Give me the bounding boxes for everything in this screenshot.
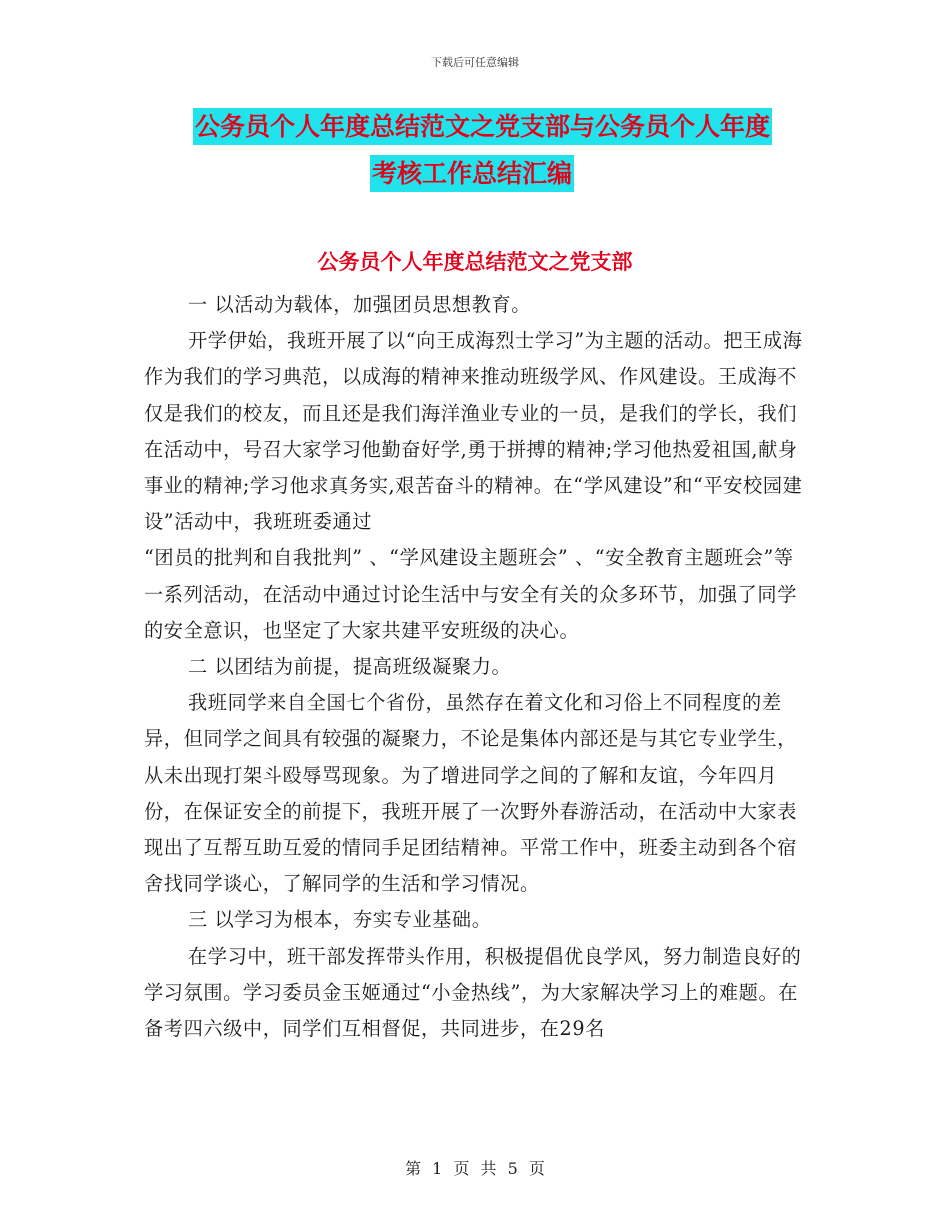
paragraph: 在学习中，班干部发挥带头作用，积极提倡优良学风，努力制造良好的学习氛围。学习委员金玉姬通过“小金热线”，为大家解决学习上的难题。在备考四六级中，同学们互相督促，共同进步，在29名 — [144, 944, 802, 1041]
title-line-2: 考核工作总结汇编 — [370, 155, 574, 192]
section-title: 公务员个人年度总结范文之党支部 — [317, 250, 633, 274]
paragraph: “团员的批判和自我批判” 、“学风建设主题班会” 、“安全教育主题班会”等一系列活动，在活动中通过讨论生活中与安全有关的众多环节，加强了同学的安全意识，也坚定了大家共建平安班级的决心。 — [144, 546, 797, 642]
paragraph: 开学伊始，我班开展了以“向王成海烈士学习”为主题的活动。把王成海作为我们的学习典范，以成海的精神来推动班级学风、作风建设。王成海不仅是我们的校友，而且还是我们海洋渔业专业的一员，是我们的学长，我们在活动中，号召大家学习他勤奋好学,勇于拼搏的精神;学习他热爱祖国,献身事业的精神;学习他求真务实,艰苦奋斗的精神。在“学风建设”和“平安校园建设”活动中，我班班委通过 — [144, 329, 803, 534]
page-footer: 第 1 页 共 5 页 — [405, 1159, 545, 1178]
document-body — [144, 287, 806, 1047]
heading-item-1: 一 以活动为载体，加强团员思想教育。 — [188, 293, 532, 316]
page-header-note: 下载后可任意编辑 — [431, 56, 519, 69]
paragraph: 我班同学来自全国七个省份，虽然存在着文化和习俗上不同程度的差异，但同学之间具有较强的凝聚力，不论是集体内部还是与其它专业学生，从未出现打架斗殴辱骂现象。为了增进同学之间的了解和友谊，今年四月份，在保证安全的前提下，我班开展了一次野外春游活动，在活动中大家表现出了互帮互助互爱的情同手足团结精神。平常工作中，班委主动到各个宿舍找同学谈心，了解同学的生活和学习情况。 — [144, 691, 797, 896]
heading-item-3: 三 以学习为根本，夯实专业基础。 — [188, 908, 492, 932]
title-line-1: 公务员个人年度总结范文之党支部与公务员个人年度 — [193, 108, 772, 145]
heading-item-2: 二 以团结为前提，提高班级凝聚力。 — [188, 655, 512, 679]
